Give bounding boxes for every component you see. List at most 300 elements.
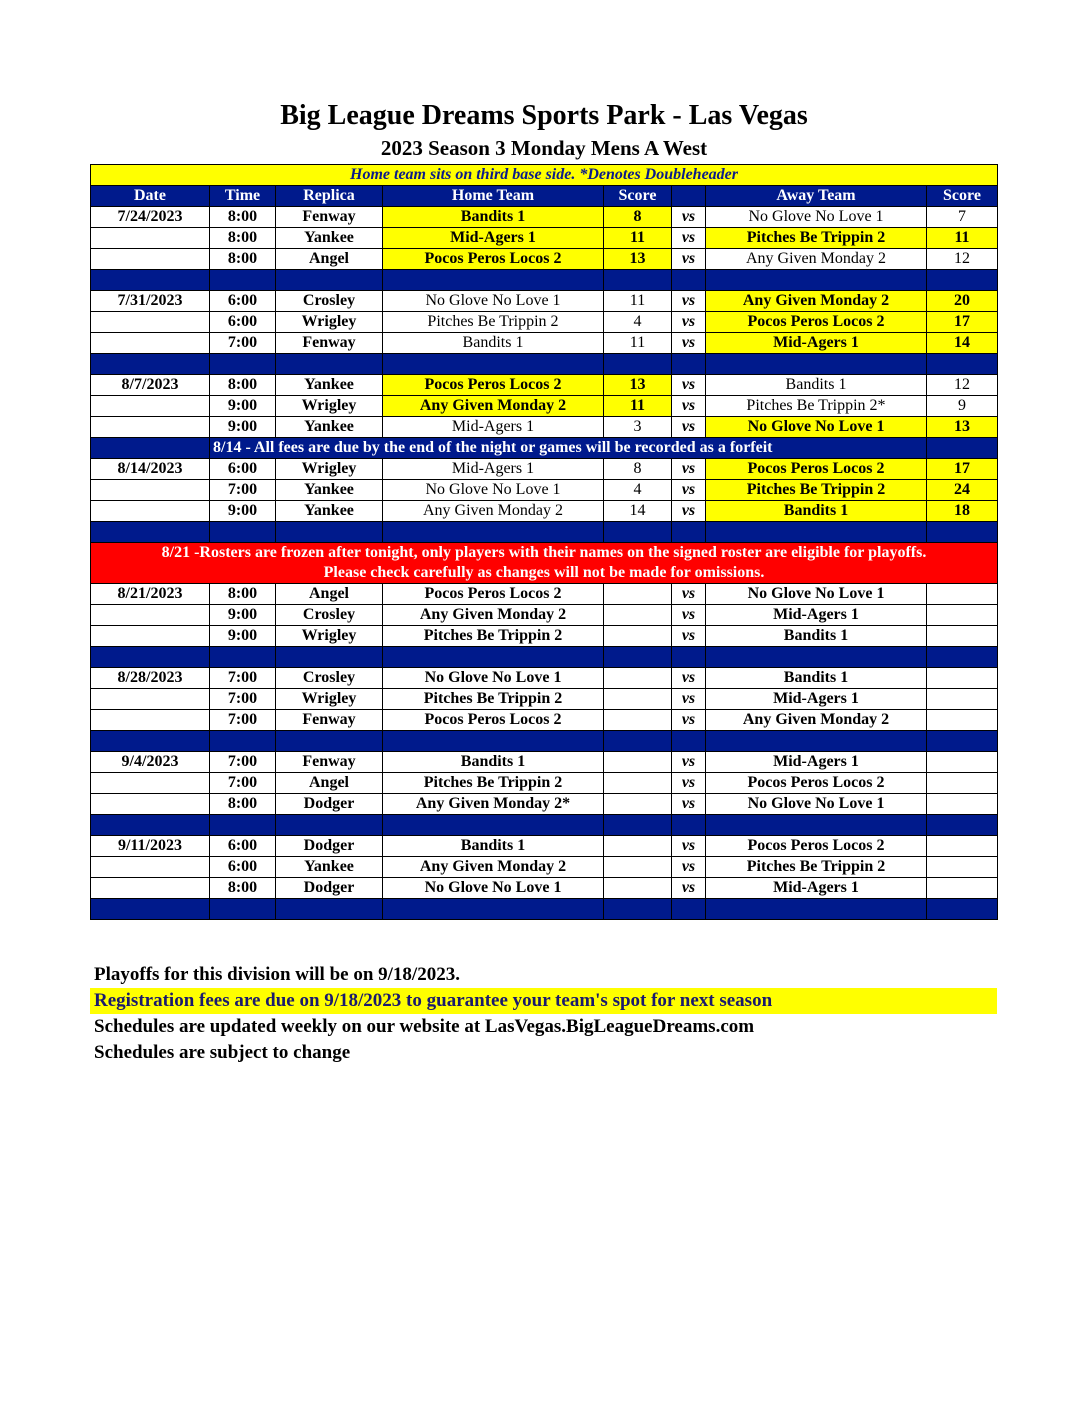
separator-cell	[210, 522, 276, 543]
vs-label: vs	[672, 375, 706, 396]
separator-cell	[91, 815, 210, 836]
home-score	[604, 689, 672, 710]
game-date	[91, 626, 210, 647]
vs-label: vs	[672, 417, 706, 438]
header-date: Date	[91, 186, 210, 207]
separator-cell	[672, 899, 706, 920]
vs-label: vs	[672, 291, 706, 312]
game-field: Yankee	[276, 417, 383, 438]
vs-label: vs	[672, 249, 706, 270]
game-time: 6:00	[210, 312, 276, 333]
game-date: 9/4/2023	[91, 752, 210, 773]
vs-label: vs	[672, 626, 706, 647]
away-team: Mid-Agers 1	[706, 605, 927, 626]
game-date	[91, 710, 210, 731]
game-date: 8/28/2023	[91, 668, 210, 689]
game-time: 7:00	[210, 752, 276, 773]
vs-label: vs	[672, 878, 706, 899]
game-date	[91, 312, 210, 333]
away-score	[927, 794, 998, 815]
away-team: Pitches Be Trippin 2*	[706, 396, 927, 417]
footer-registration: Registration fees are due on 9/18/2023 to guarantee your team's spot for next season	[90, 988, 997, 1014]
game-field: Wrigley	[276, 626, 383, 647]
game-field: Angel	[276, 249, 383, 270]
away-score	[927, 773, 998, 794]
separator-cell	[706, 731, 927, 752]
away-team: Pocos Peros Locos 2	[706, 459, 927, 480]
game-row	[91, 312, 998, 333]
separator-cell	[927, 647, 998, 668]
separator-cell	[927, 270, 998, 291]
header-home-team: Home Team	[383, 186, 604, 207]
away-score: 13	[927, 417, 998, 438]
game-row	[91, 228, 998, 249]
separator-row	[91, 522, 998, 543]
away-team: No Glove No Love 1	[706, 207, 927, 228]
game-date	[91, 480, 210, 501]
away-score: 12	[927, 249, 998, 270]
game-row	[91, 417, 998, 438]
roster-warning-row	[91, 543, 998, 584]
separator-row	[91, 354, 998, 375]
footer	[90, 962, 997, 1066]
game-row	[91, 794, 998, 815]
separator-row	[91, 647, 998, 668]
home-score: 11	[604, 333, 672, 354]
vs-label: vs	[672, 584, 706, 605]
game-row	[91, 857, 998, 878]
game-date	[91, 605, 210, 626]
away-team: Mid-Agers 1	[706, 752, 927, 773]
header-away-team: Away Team	[706, 186, 927, 207]
home-team: No Glove No Love 1	[383, 480, 604, 501]
away-team: Bandits 1	[706, 501, 927, 522]
header-time: Time	[210, 186, 276, 207]
away-score	[927, 878, 998, 899]
separator-cell	[276, 522, 383, 543]
home-team: Bandits 1	[383, 836, 604, 857]
separator-cell	[706, 354, 927, 375]
home-team: Any Given Monday 2	[383, 501, 604, 522]
separator-cell	[604, 899, 672, 920]
game-field: Dodger	[276, 794, 383, 815]
vs-label: vs	[672, 228, 706, 249]
game-date	[91, 878, 210, 899]
away-score: 14	[927, 333, 998, 354]
announcement-text: 8/14 - All fees are due by the end of the night or games will be recorded as a forfeit	[210, 438, 927, 459]
game-time: 6:00	[210, 459, 276, 480]
game-field: Yankee	[276, 228, 383, 249]
game-row	[91, 773, 998, 794]
game-date	[91, 794, 210, 815]
home-score: 11	[604, 396, 672, 417]
vs-label: vs	[672, 794, 706, 815]
away-score	[927, 857, 998, 878]
game-field: Fenway	[276, 752, 383, 773]
game-time: 8:00	[210, 375, 276, 396]
vs-label: vs	[672, 605, 706, 626]
away-team: No Glove No Love 1	[706, 794, 927, 815]
page-title: Big League Dreams Sports Park - Las Vegas	[280, 100, 808, 131]
separator-cell	[91, 522, 210, 543]
away-team: Bandits 1	[706, 626, 927, 647]
away-team: Pitches Be Trippin 2	[706, 480, 927, 501]
game-row	[91, 668, 998, 689]
game-time: 8:00	[210, 794, 276, 815]
home-score: 14	[604, 501, 672, 522]
separator-cell	[672, 647, 706, 668]
header-row	[91, 186, 998, 207]
home-team: Any Given Monday 2*	[383, 794, 604, 815]
away-team: Mid-Agers 1	[706, 689, 927, 710]
away-score	[927, 710, 998, 731]
game-time: 8:00	[210, 878, 276, 899]
away-score: 12	[927, 375, 998, 396]
separator-cell	[706, 647, 927, 668]
separator-cell	[706, 270, 927, 291]
separator-cell	[604, 647, 672, 668]
away-score	[927, 668, 998, 689]
separator-cell	[672, 731, 706, 752]
separator-cell	[91, 270, 210, 291]
away-team: Bandits 1	[706, 668, 927, 689]
game-time: 9:00	[210, 417, 276, 438]
away-team: Pocos Peros Locos 2	[706, 773, 927, 794]
game-time: 8:00	[210, 584, 276, 605]
game-date	[91, 417, 210, 438]
separator-cell	[276, 354, 383, 375]
separator-cell	[604, 731, 672, 752]
game-row	[91, 249, 998, 270]
separator-cell	[383, 815, 604, 836]
game-time: 6:00	[210, 857, 276, 878]
game-date: 7/24/2023	[91, 207, 210, 228]
home-team: Bandits 1	[383, 207, 604, 228]
away-team: No Glove No Love 1	[706, 417, 927, 438]
home-score	[604, 773, 672, 794]
home-score	[604, 794, 672, 815]
separator-cell	[706, 899, 927, 920]
game-time: 8:00	[210, 249, 276, 270]
home-team: Any Given Monday 2	[383, 396, 604, 417]
home-team: Pitches Be Trippin 2	[383, 626, 604, 647]
game-time: 7:00	[210, 689, 276, 710]
game-date	[91, 396, 210, 417]
header-home-score: Score	[604, 186, 672, 207]
away-team: Any Given Monday 2	[706, 249, 927, 270]
separator-cell	[706, 522, 927, 543]
vs-label: vs	[672, 857, 706, 878]
home-score	[604, 668, 672, 689]
game-time: 7:00	[210, 710, 276, 731]
game-row	[91, 501, 998, 522]
vs-label: vs	[672, 333, 706, 354]
game-field: Dodger	[276, 836, 383, 857]
separator-cell	[927, 438, 998, 459]
away-team: Mid-Agers 1	[706, 333, 927, 354]
separator-cell	[927, 815, 998, 836]
away-score: 11	[927, 228, 998, 249]
home-score: 11	[604, 228, 672, 249]
separator-cell	[276, 899, 383, 920]
home-score: 4	[604, 312, 672, 333]
game-date: 9/11/2023	[91, 836, 210, 857]
separator-cell	[672, 522, 706, 543]
game-time: 9:00	[210, 626, 276, 647]
away-score: 17	[927, 459, 998, 480]
vs-label: vs	[672, 773, 706, 794]
away-team: Any Given Monday 2	[706, 710, 927, 731]
game-row	[91, 584, 998, 605]
away-score: 20	[927, 291, 998, 312]
separator-cell	[927, 899, 998, 920]
home-score	[604, 836, 672, 857]
vs-label: vs	[672, 312, 706, 333]
home-team: Mid-Agers 1	[383, 228, 604, 249]
game-field: Crosley	[276, 291, 383, 312]
separator-cell	[383, 522, 604, 543]
vs-label: vs	[672, 752, 706, 773]
vs-label: vs	[672, 480, 706, 501]
home-team: Bandits 1	[383, 333, 604, 354]
separator-row	[91, 899, 998, 920]
home-team: Pocos Peros Locos 2	[383, 710, 604, 731]
announcement-row	[91, 438, 998, 459]
game-field: Dodger	[276, 878, 383, 899]
game-row	[91, 459, 998, 480]
game-field: Crosley	[276, 605, 383, 626]
separator-cell	[604, 522, 672, 543]
game-field: Fenway	[276, 710, 383, 731]
game-field: Wrigley	[276, 689, 383, 710]
home-score	[604, 710, 672, 731]
separator-cell	[383, 647, 604, 668]
vs-label: vs	[672, 207, 706, 228]
home-score: 13	[604, 249, 672, 270]
separator-cell	[210, 899, 276, 920]
separator-cell	[91, 731, 210, 752]
vs-label: vs	[672, 459, 706, 480]
separator-row	[91, 815, 998, 836]
vs-label: vs	[672, 836, 706, 857]
footer-playoffs: Playoffs for this division will be on 9/18/2023.	[94, 964, 460, 985]
game-date: 8/14/2023	[91, 459, 210, 480]
game-field: Fenway	[276, 333, 383, 354]
away-team: Pitches Be Trippin 2	[706, 228, 927, 249]
game-date: 8/21/2023	[91, 584, 210, 605]
separator-cell	[383, 899, 604, 920]
away-team: No Glove No Love 1	[706, 584, 927, 605]
game-date	[91, 228, 210, 249]
away-score: 17	[927, 312, 998, 333]
roster-warning	[91, 543, 998, 584]
game-time: 8:00	[210, 207, 276, 228]
home-team: Pocos Peros Locos 2	[383, 249, 604, 270]
game-field: Angel	[276, 584, 383, 605]
away-team: Any Given Monday 2	[706, 291, 927, 312]
separator-cell	[210, 647, 276, 668]
away-score: 7	[927, 207, 998, 228]
home-score: 8	[604, 459, 672, 480]
home-team: Bandits 1	[383, 752, 604, 773]
game-date: 8/7/2023	[91, 375, 210, 396]
game-time: 9:00	[210, 501, 276, 522]
game-row	[91, 689, 998, 710]
home-team: Pocos Peros Locos 2	[383, 375, 604, 396]
home-team: No Glove No Love 1	[383, 668, 604, 689]
note-text: Home team sits on third base side. *Denotes Doubleheader	[91, 165, 998, 186]
home-score: 4	[604, 480, 672, 501]
game-date	[91, 689, 210, 710]
home-score	[604, 857, 672, 878]
game-row	[91, 878, 998, 899]
separator-cell	[210, 815, 276, 836]
game-field: Yankee	[276, 857, 383, 878]
separator-cell	[604, 354, 672, 375]
footer-change: Schedules are subject to change	[94, 1042, 351, 1063]
separator-cell	[927, 354, 998, 375]
away-score	[927, 689, 998, 710]
game-row	[91, 333, 998, 354]
away-team: Pocos Peros Locos 2	[706, 312, 927, 333]
home-score	[604, 584, 672, 605]
separator-cell	[91, 899, 210, 920]
game-field: Wrigley	[276, 459, 383, 480]
separator-cell	[383, 354, 604, 375]
home-team: No Glove No Love 1	[383, 291, 604, 312]
away-team: Mid-Agers 1	[706, 878, 927, 899]
away-score	[927, 626, 998, 647]
game-time: 7:00	[210, 773, 276, 794]
game-date	[91, 333, 210, 354]
game-date	[91, 773, 210, 794]
separator-cell	[383, 731, 604, 752]
game-time: 7:00	[210, 480, 276, 501]
game-time: 9:00	[210, 396, 276, 417]
separator-cell	[672, 815, 706, 836]
separator-cell	[210, 354, 276, 375]
vs-label: vs	[672, 501, 706, 522]
away-team: Bandits 1	[706, 375, 927, 396]
game-row	[91, 710, 998, 731]
away-score	[927, 836, 998, 857]
game-field: Yankee	[276, 480, 383, 501]
separator-cell	[927, 731, 998, 752]
away-team: Pitches Be Trippin 2	[706, 857, 927, 878]
separator-cell	[706, 815, 927, 836]
game-time: 8:00	[210, 228, 276, 249]
separator-cell	[672, 354, 706, 375]
vs-label: vs	[672, 668, 706, 689]
away-score	[927, 605, 998, 626]
away-score	[927, 752, 998, 773]
separator-cell	[276, 815, 383, 836]
separator-cell	[276, 731, 383, 752]
away-score: 18	[927, 501, 998, 522]
game-field: Wrigley	[276, 312, 383, 333]
header-away-score: Score	[927, 186, 998, 207]
game-time: 6:00	[210, 836, 276, 857]
game-row	[91, 752, 998, 773]
separator-row	[91, 731, 998, 752]
game-row	[91, 836, 998, 857]
separator-row	[91, 270, 998, 291]
footer-website: Schedules are updated weekly on our website at LasVegas.BigLeagueDreams.com	[94, 1016, 755, 1037]
home-team: Any Given Monday 2	[383, 605, 604, 626]
home-score	[604, 605, 672, 626]
game-field: Wrigley	[276, 396, 383, 417]
home-team: No Glove No Love 1	[383, 878, 604, 899]
game-time: 7:00	[210, 333, 276, 354]
separator-cell	[91, 354, 210, 375]
game-row	[91, 396, 998, 417]
game-time: 9:00	[210, 605, 276, 626]
home-score: 11	[604, 291, 672, 312]
roster-warning-line1: 8/21 -Rosters are frozen after tonight, only players with their names on the signed roster are eligible for playoffs.	[161, 544, 927, 561]
game-field: Fenway	[276, 207, 383, 228]
away-score: 24	[927, 480, 998, 501]
home-team: Pocos Peros Locos 2	[383, 584, 604, 605]
separator-cell	[276, 270, 383, 291]
game-date: 7/31/2023	[91, 291, 210, 312]
home-score: 3	[604, 417, 672, 438]
game-row	[91, 605, 998, 626]
game-field: Angel	[276, 773, 383, 794]
header-replica: Replica	[276, 186, 383, 207]
game-row	[91, 291, 998, 312]
game-date	[91, 501, 210, 522]
home-score: 8	[604, 207, 672, 228]
game-time: 6:00	[210, 291, 276, 312]
game-date	[91, 857, 210, 878]
home-team: Pitches Be Trippin 2	[383, 773, 604, 794]
home-score: 13	[604, 375, 672, 396]
separator-cell	[672, 270, 706, 291]
home-team: Any Given Monday 2	[383, 857, 604, 878]
separator-cell	[927, 522, 998, 543]
schedule-table	[90, 164, 998, 920]
home-team: Mid-Agers 1	[383, 417, 604, 438]
home-team: Mid-Agers 1	[383, 459, 604, 480]
away-team: Pocos Peros Locos 2	[706, 836, 927, 857]
game-row	[91, 207, 998, 228]
game-field: Yankee	[276, 375, 383, 396]
game-time: 7:00	[210, 668, 276, 689]
roster-warning-line2: Please check carefully as changes will not be made for omissions.	[323, 564, 765, 581]
game-field: Crosley	[276, 668, 383, 689]
vs-label: vs	[672, 396, 706, 417]
game-date	[91, 249, 210, 270]
away-score: 9	[927, 396, 998, 417]
separator-cell	[276, 647, 383, 668]
vs-label: vs	[672, 689, 706, 710]
home-score	[604, 752, 672, 773]
separator-cell	[383, 270, 604, 291]
home-score	[604, 626, 672, 647]
game-row	[91, 626, 998, 647]
vs-label: vs	[672, 710, 706, 731]
separator-cell	[210, 270, 276, 291]
separator-cell	[91, 438, 210, 459]
game-field: Yankee	[276, 501, 383, 522]
separator-cell	[604, 815, 672, 836]
away-score	[927, 584, 998, 605]
separator-cell	[91, 647, 210, 668]
home-team: Pitches Be Trippin 2	[383, 312, 604, 333]
page-subtitle: 2023 Season 3 Monday Mens A West	[380, 136, 708, 160]
game-row	[91, 375, 998, 396]
separator-cell	[210, 731, 276, 752]
